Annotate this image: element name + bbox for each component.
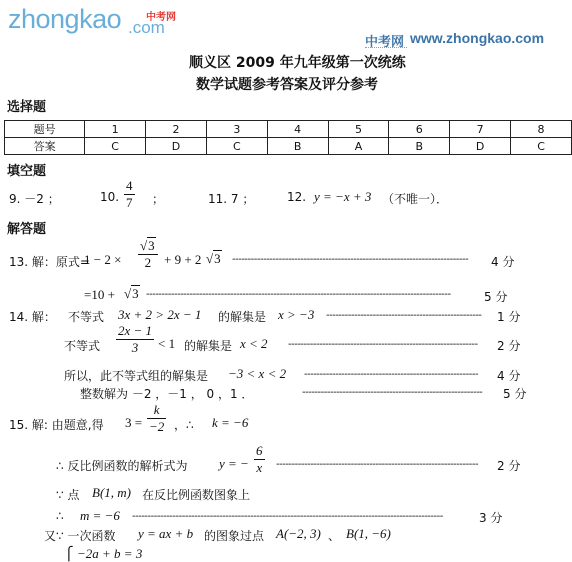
table-cell: B: [267, 138, 328, 155]
score-leader: --------------------------------------------------: [326, 310, 482, 321]
q15-score4: 3 分: [479, 511, 503, 525]
score-leader: --------------------------------------------------------: [304, 369, 479, 380]
q13-sqrt2: √3: [124, 286, 139, 301]
q15-l2-b: y = −: [219, 456, 249, 471]
table-cell: B: [389, 138, 450, 155]
section-choice: 选择题: [7, 100, 47, 115]
table-cell: 8: [511, 121, 572, 138]
q13-expr-a: 1 − 2 ×: [84, 252, 122, 267]
fraction-numerator: 2x − 1: [118, 323, 153, 338]
q15-l5-c: 的图象过点: [204, 529, 265, 543]
q15-label: 15. 解: 由题意,得: [9, 418, 104, 432]
q14-l2-a: 不等式: [64, 339, 101, 353]
table-cell: C: [511, 138, 572, 155]
q14-l1-sol: x > −3: [278, 307, 315, 322]
table-cell: 5: [328, 121, 389, 138]
q15-l5-d: A(−2, 3): [276, 526, 321, 541]
q13-sqrt: √3: [206, 251, 221, 266]
q14-l4: 整数解为 －2 ，－1 ， 0 ，1 ．: [80, 387, 254, 401]
q15-l1-fraction: [147, 402, 166, 435]
site-url[interactable]: www.zhongkao.com: [410, 30, 545, 46]
table-header-label: 题号: [5, 121, 85, 138]
fraction-denominator: 3: [131, 340, 139, 355]
q13-score1: 4 分: [491, 255, 515, 269]
q14-l1-a: 不等式: [68, 310, 105, 324]
logo-com: .com: [128, 18, 165, 37]
q14-score3: 4 分: [497, 369, 521, 383]
q14-label: 14. 解：: [9, 310, 56, 324]
section-fill: 填空题: [7, 164, 47, 179]
q14-l1-expr: 3x + 2 > 2x − 1: [118, 307, 202, 322]
fraction-denominator: −2: [149, 419, 165, 434]
table-cell: C: [206, 138, 267, 155]
table-answer-label: 答案: [5, 138, 85, 155]
q15-l1-a: 3 =: [125, 415, 143, 430]
fill-q10-label: 10.: [100, 190, 120, 204]
q14-l3-sol: −3 < x < 2: [228, 366, 287, 381]
table-cell: 4: [267, 121, 328, 138]
table-cell: 1: [85, 121, 146, 138]
table-cell: D: [146, 138, 207, 155]
q15-l1-b: ，∴: [174, 418, 194, 432]
q15-l4-b: m = −6: [80, 508, 120, 523]
score-leader: ----------------------------------------------------------------------------------------------------: [132, 511, 443, 522]
sqrt-radicand: 3: [214, 251, 221, 266]
q15-l2-a: ∴ 反比例函数的解析式为: [56, 459, 188, 473]
q15-l2-fraction: [254, 443, 265, 476]
q13-fraction: [138, 238, 158, 271]
q13-score2: 5 分: [484, 290, 508, 304]
table-cell: 6: [389, 121, 450, 138]
sqrt-radicand: 3: [132, 286, 139, 301]
sqrt-radicand: 3: [148, 238, 155, 253]
score-leader: -----------------------------------------------------------------: [276, 459, 479, 470]
table-cell: C: [85, 138, 146, 155]
q15-l6: ⎧ −2a + b = 3: [64, 546, 143, 561]
table-cell: 2: [146, 121, 207, 138]
fraction-denominator: x: [256, 460, 263, 475]
fraction-numerator: k: [147, 402, 166, 419]
q15-l5-a: 又∵ 一次函数: [44, 529, 116, 543]
q14-score4: 5 分: [503, 387, 527, 401]
q13-expr-b: + 9 + 2: [164, 252, 202, 267]
q14-l2-expr: < 1: [158, 336, 176, 351]
q13-label: 13. 解：原式=: [9, 255, 90, 269]
q15-l4-a: ∴: [56, 509, 64, 523]
q15-l5-b: y = ax + b: [138, 526, 194, 541]
q15-l5-f: B(1, −6): [346, 526, 391, 541]
q15-l3-a: ∵ 点: [56, 488, 80, 502]
fill-q11: 11. 7 ；: [208, 192, 255, 206]
score-leader: -------------------------------------------------------------: [288, 339, 478, 350]
q15-l1-c: k = −6: [212, 415, 249, 430]
score-leader: ----------------------------------------------------------------------------: [232, 254, 469, 265]
q13-line2: =10 +: [84, 287, 115, 302]
fraction-numerator: 6: [256, 443, 263, 458]
site-cn: 中考网: [365, 35, 405, 50]
q14-l2-b: 的解集是: [184, 339, 233, 353]
q15-score2: 2 分: [497, 459, 521, 473]
q14-l2-fraction: [116, 323, 154, 356]
q15-l3-b: B(1, m): [92, 485, 131, 500]
fraction-denominator: 7: [126, 195, 133, 210]
table-row: [5, 121, 572, 138]
title-line1: 顺义区 2009 年九年级第一次统练: [189, 55, 406, 71]
q14-score1: 1 分: [497, 310, 521, 324]
table-row: [5, 138, 572, 155]
logo-text: zhongkao: [8, 4, 122, 34]
answer-table: [4, 120, 572, 155]
q15-l3-c: 在反比例函数图象上: [142, 488, 251, 502]
fill-q10-fraction: [124, 178, 135, 211]
q14-l2-sol: x < 2: [240, 336, 268, 351]
fill-q9: 9. －2 ；: [9, 192, 60, 206]
fill-q12-label: 12.: [287, 190, 307, 204]
table-cell: A: [328, 138, 389, 155]
table-cell: D: [450, 138, 511, 155]
q14-l1-b: 的解集是: [218, 310, 267, 324]
q15-l5-e: 、: [328, 529, 341, 543]
section-solve: 解答题: [7, 222, 47, 237]
title-line2: 数学试题参考答案及评分参考: [196, 77, 378, 93]
fraction-numerator: 4: [126, 178, 133, 193]
fill-q12-expr: y = −x + 3: [314, 189, 372, 204]
site-underline: [365, 47, 407, 48]
q14-score2: 2 分: [497, 339, 521, 353]
q14-l3-a: 所以，此不等式组的解集是: [64, 369, 209, 383]
fraction-numerator: √3: [138, 238, 158, 255]
table-cell: 7: [450, 121, 511, 138]
fraction-denominator: 2: [144, 255, 152, 270]
fill-q10-sep: ；: [152, 192, 165, 206]
table-cell: 3: [206, 121, 267, 138]
logo-cn: 中考网: [146, 12, 176, 23]
fill-q12-note: （不唯一）．: [382, 192, 449, 206]
score-leader: ----------------------------------------------------------: [302, 387, 483, 398]
score-leader: --------------------------------------------------------------------------------------------------: [146, 289, 451, 300]
